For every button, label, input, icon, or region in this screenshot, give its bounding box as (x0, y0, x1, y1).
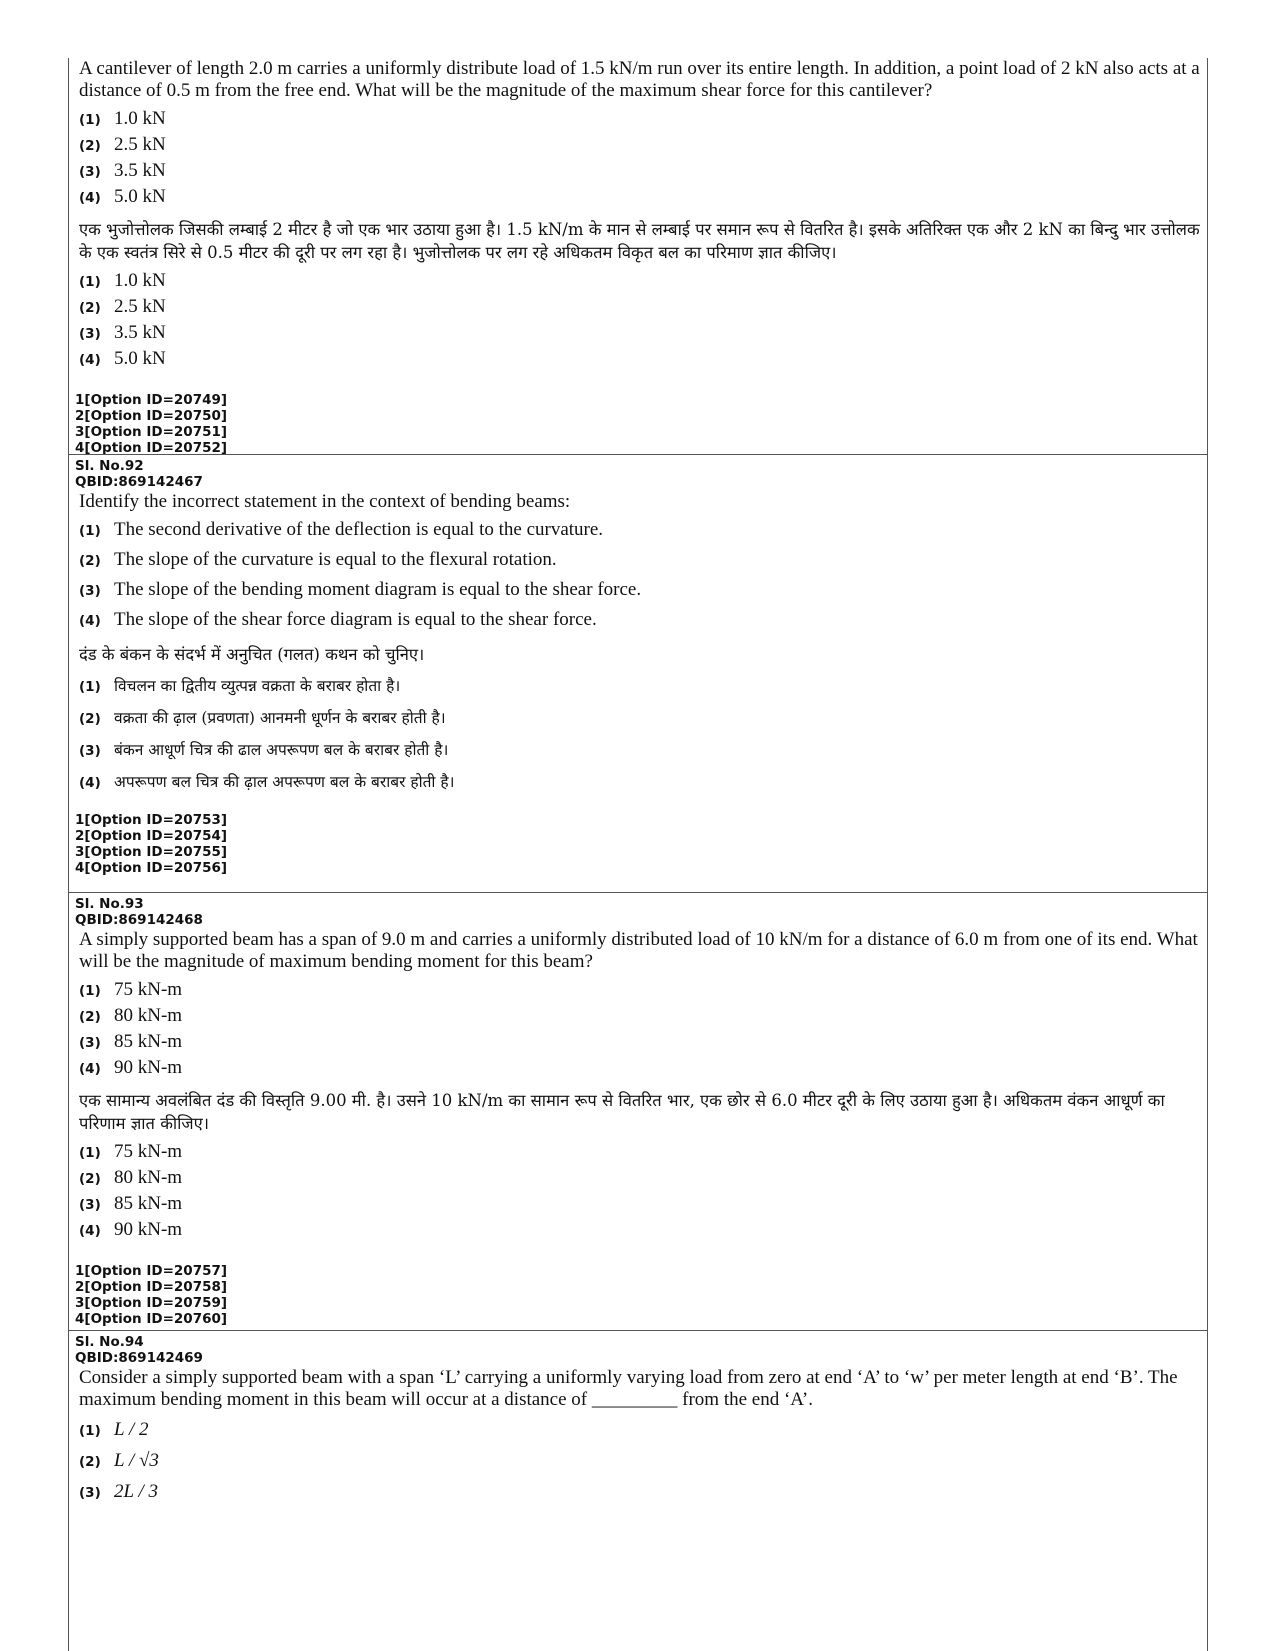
option-2[interactable] (79, 549, 1207, 579)
question-92 (69, 454, 1207, 892)
option-4[interactable] (79, 1219, 1207, 1245)
option-text: अपरूपण बल चित्र की ढ़ाल अपरूपण बल के बराबर होती है। (114, 773, 455, 791)
option-text: 75 kN-m (114, 1141, 183, 1162)
option-text: विचलन का द्वितीय व्युत्पन्न वक्रता के बराबर होता है। (114, 677, 401, 695)
qbid: QBID:869142467 (75, 474, 203, 490)
option-1[interactable] (79, 979, 1207, 1005)
option-text: The second derivative of the deflection is equal to the curvature. (114, 519, 604, 540)
option-number: (3) (79, 743, 101, 759)
option-2[interactable] (79, 1005, 1207, 1031)
option-2[interactable] (79, 706, 1207, 738)
option-number: (2) (79, 1454, 101, 1470)
option-number: (1) (79, 679, 101, 695)
serial-number: Sl. No.92 (75, 458, 144, 474)
question-91-options-english (75, 108, 1207, 212)
option-number: (4) (79, 1061, 101, 1077)
option-number: (4) (79, 613, 101, 629)
option-number: (4) (79, 1223, 101, 1239)
question-sheet (68, 58, 1208, 1651)
option-id: 1[Option ID=20753] (75, 812, 228, 828)
option-id-list (75, 812, 1207, 876)
option-text: वक्रता की ढ़ाल (प्रवणता) आनमनी धूर्णन के बराबर होती है। (114, 709, 446, 727)
option-text: 85 kN-m (114, 1193, 183, 1214)
question-91-stem-english: A cantilever of length 2.0 m carries a uniformly distribute load of 1.5 kN/m run over its entire length. In addition, a point load of 2 kN also acts at a distance of 0.5 m from the free end. What will be the magnitude of the maximum shear force for this cantilever? (79, 58, 1200, 101)
option-text: 1.0 kN (114, 270, 166, 291)
option-id: 4[Option ID=20752] (75, 440, 228, 456)
option-number: (3) (79, 326, 101, 342)
option-text: L / √3 (114, 1450, 159, 1471)
option-id: 3[Option ID=20759] (75, 1295, 228, 1311)
option-text: 3.5 kN (114, 160, 166, 181)
question-91-options-hindi (75, 270, 1207, 374)
option-number: (2) (79, 553, 101, 569)
option-3[interactable] (79, 160, 1207, 186)
question-91 (69, 58, 1207, 454)
serial-number: Sl. No.94 (75, 1334, 144, 1350)
option-text: 5.0 kN (114, 186, 166, 207)
qbid: QBID:869142468 (75, 912, 203, 928)
question-92-options-hindi (75, 674, 1207, 802)
option-number: (1) (79, 1423, 101, 1439)
option-id: 2[Option ID=20750] (75, 408, 228, 424)
option-1[interactable] (79, 1141, 1207, 1167)
option-number: (3) (79, 1485, 101, 1501)
option-number: (3) (79, 1035, 101, 1051)
option-text: L / 2 (114, 1419, 149, 1440)
option-text: The slope of the curvature is equal to the flexural rotation. (114, 549, 557, 570)
option-number: (2) (79, 1171, 101, 1187)
question-93-stem-english: A simply supported beam has a span of 9.0 m and carries a uniformly distributed load of 10 kN/m for a distance of 6.0 m from one of its end. What will be the magnitude of maximum bending moment for this beam? (79, 929, 1198, 972)
option-text: 2.5 kN (114, 296, 166, 317)
option-2[interactable] (79, 296, 1207, 322)
option-4[interactable] (79, 186, 1207, 212)
option-text: 2L / 3 (114, 1481, 159, 1502)
option-id: 3[Option ID=20755] (75, 844, 228, 860)
option-id: 2[Option ID=20754] (75, 828, 228, 844)
option-text: बंकन आधूर्ण चित्र की ढाल अपरूपण बल के बराबर होती है। (114, 741, 449, 759)
option-text: 3.5 kN (114, 322, 166, 343)
option-4[interactable] (79, 770, 1207, 802)
option-id: 4[Option ID=20760] (75, 1311, 228, 1327)
option-number: (1) (79, 523, 101, 539)
option-id: 1[Option ID=20749] (75, 392, 228, 408)
serial-number: Sl. No.93 (75, 896, 144, 912)
option-number: (3) (79, 1197, 101, 1213)
option-text: 1.0 kN (114, 108, 166, 129)
option-text: 85 kN-m (114, 1031, 183, 1052)
option-number: (1) (79, 983, 101, 999)
option-1[interactable] (79, 674, 1207, 706)
question-93-options-english (75, 979, 1207, 1083)
option-3[interactable] (79, 1193, 1207, 1219)
option-3[interactable] (79, 738, 1207, 770)
option-3[interactable] (79, 579, 1207, 609)
option-3[interactable] (79, 1481, 1207, 1512)
option-number: (4) (79, 775, 101, 791)
option-text: The slope of the bending moment diagram is equal to the shear force. (114, 579, 642, 600)
question-94-stem-english: Consider a simply supported beam with a span ‘L’ carrying a uniformly varying load from zero at end ‘A’ to ‘w’ per meter length at end ‘B’. The maximum bending moment in this beam will occur at a distance of _________ from the end ‘A’. (79, 1367, 1178, 1410)
option-text: 75 kN-m (114, 979, 183, 1000)
question-92-stem-english: Identify the incorrect statement in the context of bending beams: (79, 491, 571, 512)
option-1[interactable] (79, 1419, 1207, 1450)
option-number: (2) (79, 711, 101, 727)
option-1[interactable] (79, 270, 1207, 296)
question-93 (69, 892, 1207, 1330)
option-id: 4[Option ID=20756] (75, 860, 228, 876)
option-number: (3) (79, 164, 101, 180)
option-number: (4) (79, 352, 101, 368)
question-93-options-hindi (75, 1141, 1207, 1245)
question-91-stem-hindi: एक भुजोत्तोलक जिसकी लम्बाई 2 मीटर है जो एक भार उठाया हुआ है। 1.5 kN/m के मान से लम्बाई पर समान रूप से वितरित है। इसके अतिरिक्त एक और 2 kN का बिन्दु भार उत्तोलक के एक स्वतंत्र सिरे से 0.5 मीटर की दूरी पर लग रहा है। भुजोत्तोलक पर लग रहे अधिकतम विकृत बल का परिमाण ज्ञात कीजिए। (79, 220, 1200, 262)
option-id-list (75, 1263, 1207, 1327)
option-id: 3[Option ID=20751] (75, 424, 228, 440)
option-text: 90 kN-m (114, 1219, 183, 1240)
option-2[interactable] (79, 134, 1207, 160)
option-number: (1) (79, 274, 101, 290)
question-94 (69, 1330, 1207, 1651)
option-text: 80 kN-m (114, 1005, 183, 1026)
option-1[interactable] (79, 108, 1207, 134)
question-92-options-english (75, 519, 1207, 639)
option-number: (2) (79, 1009, 101, 1025)
option-number: (1) (79, 112, 101, 128)
option-2[interactable] (79, 1167, 1207, 1193)
option-text: 5.0 kN (114, 348, 166, 369)
option-id-list (75, 392, 1207, 456)
qbid: QBID:869142469 (75, 1350, 203, 1366)
option-text: 90 kN-m (114, 1057, 183, 1078)
option-3[interactable] (79, 1031, 1207, 1057)
option-text: 2.5 kN (114, 134, 166, 155)
option-2[interactable] (79, 1450, 1207, 1481)
option-number: (1) (79, 1145, 101, 1161)
option-3[interactable] (79, 322, 1207, 348)
option-id: 2[Option ID=20758] (75, 1279, 228, 1295)
option-number: (2) (79, 300, 101, 316)
question-93-stem-hindi: एक सामान्य अवलंबित दंड की विस्तृति 9.00 मी. है। उसने 10 kN/m का सामान रूप से वितरित भार, एक छोर से 6.0 मीटर दूरी के लिए उठाया हुआ है। अधिकतम वंकन आधूर्ण का परिणाम ज्ञात कीजिए। (79, 1091, 1165, 1133)
option-4[interactable] (79, 609, 1207, 639)
option-number: (3) (79, 583, 101, 599)
option-4[interactable] (79, 348, 1207, 374)
option-id: 1[Option ID=20757] (75, 1263, 228, 1279)
option-4[interactable] (79, 1057, 1207, 1083)
option-text: The slope of the shear force diagram is equal to the shear force. (114, 609, 597, 630)
option-1[interactable] (79, 519, 1207, 549)
question-94-options-english (75, 1419, 1207, 1512)
option-number: (2) (79, 138, 101, 154)
option-number: (4) (79, 190, 101, 206)
question-92-stem-hindi: दंड के बंकन के संदर्भ में अनुचित (गलत) कथन को चुनिए। (79, 645, 425, 664)
option-text: 80 kN-m (114, 1167, 183, 1188)
